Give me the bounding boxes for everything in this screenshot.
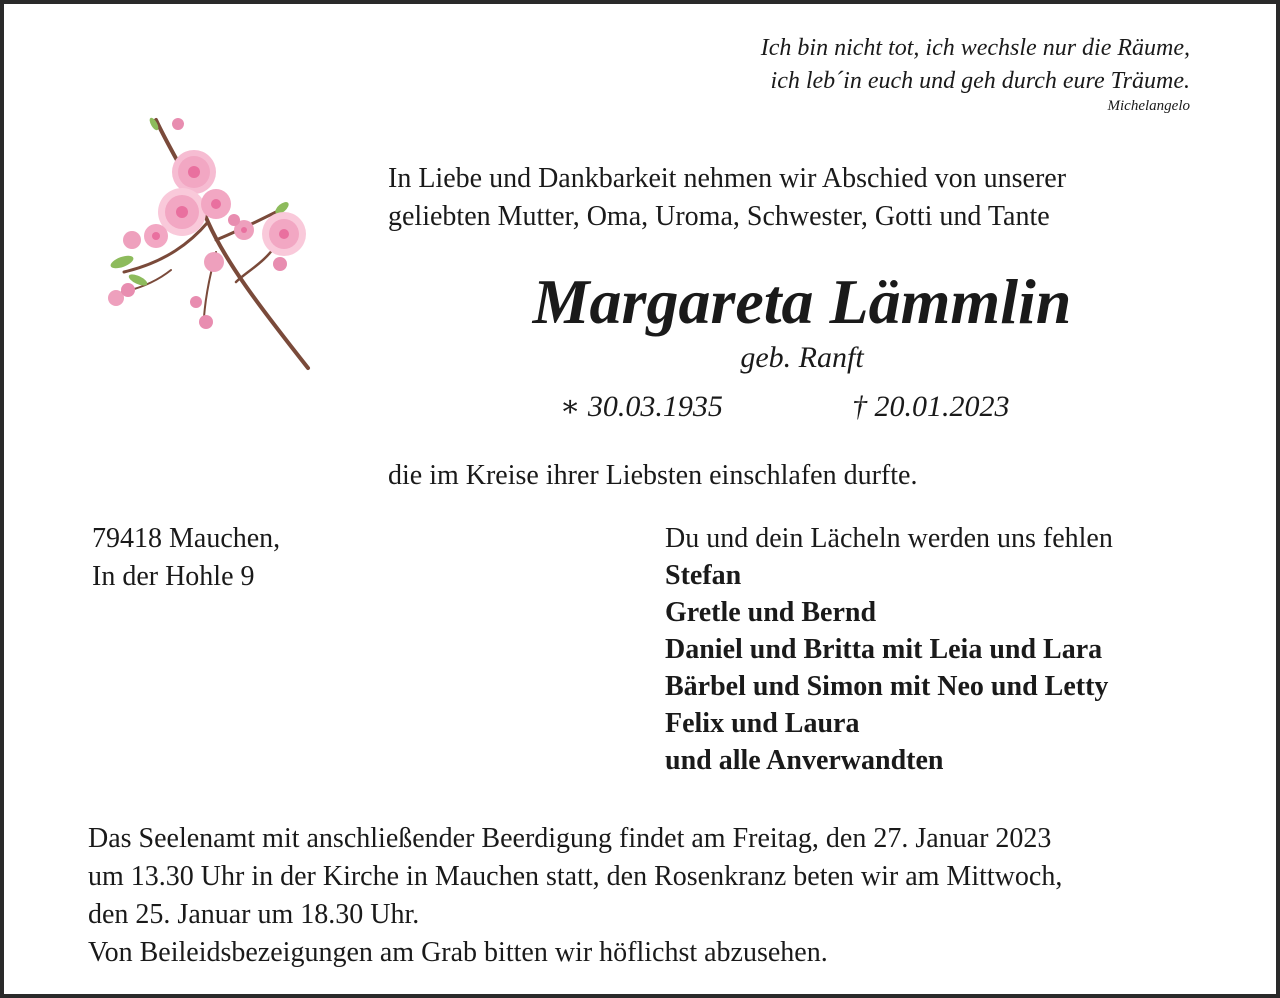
birth-date: ∗ 30.03.1935	[560, 390, 723, 423]
cherry-blossom-icon	[96, 112, 316, 374]
mourner-name: Stefan	[665, 560, 742, 591]
address-line-2: In der Hohle 9	[92, 561, 255, 592]
address-block	[92, 520, 280, 596]
quote-line-1: Ich bin nicht tot, ich wechsle nur die Räume,	[760, 35, 1190, 61]
intro-text	[388, 160, 1066, 236]
death-date: † 20.01.2023	[852, 390, 1010, 423]
mourners-block	[665, 520, 1113, 779]
mourners-heading: Du und dein Lächeln werden uns fehlen	[665, 523, 1113, 554]
quote-block	[761, 32, 1190, 116]
mourner-name: Daniel und Britta mit Leia und Lara	[665, 634, 1103, 665]
service-line: Das Seelenamt mit anschließender Beerdigung findet am Freitag, den 27. Januar 2023	[88, 823, 1052, 854]
quote-author: Michelangelo	[1107, 98, 1190, 114]
intro-line-2: geliebten Mutter, Oma, Uroma, Schwester, Gotti und Tante	[388, 201, 1050, 232]
service-line: den 25. Januar um 18.30 Uhr.	[88, 899, 420, 930]
service-line: um 13.30 Uhr in der Kirche in Mauchen statt, den Rosenkranz beten wir am Mittwoch,	[88, 861, 1063, 892]
mourner-name: und alle Anverwandten	[665, 745, 944, 776]
passing-text: die im Kreise ihrer Liebsten einschlafen durfte.	[388, 460, 918, 491]
service-line: Von Beileidsbezeigungen am Grab bitten wir höflichst abzusehen.	[88, 937, 828, 968]
mourner-name: Gretle und Bernd	[665, 597, 877, 628]
mourner-name: Bärbel und Simon mit Neo und Letty	[665, 671, 1109, 702]
quote-line-2: ich leb´in euch und geh durch eure Träume.	[770, 68, 1190, 94]
maiden-name: geb. Ranft	[740, 341, 864, 374]
deceased-name: Margareta Lämmlin	[532, 266, 1072, 337]
mourner-name: Felix und Laura	[665, 708, 860, 739]
address-line-1: 79418 Mauchen,	[92, 523, 281, 554]
service-info	[88, 820, 1062, 972]
intro-line-1: In Liebe und Dankbarkeit nehmen wir Abschied von unserer	[388, 163, 1067, 194]
